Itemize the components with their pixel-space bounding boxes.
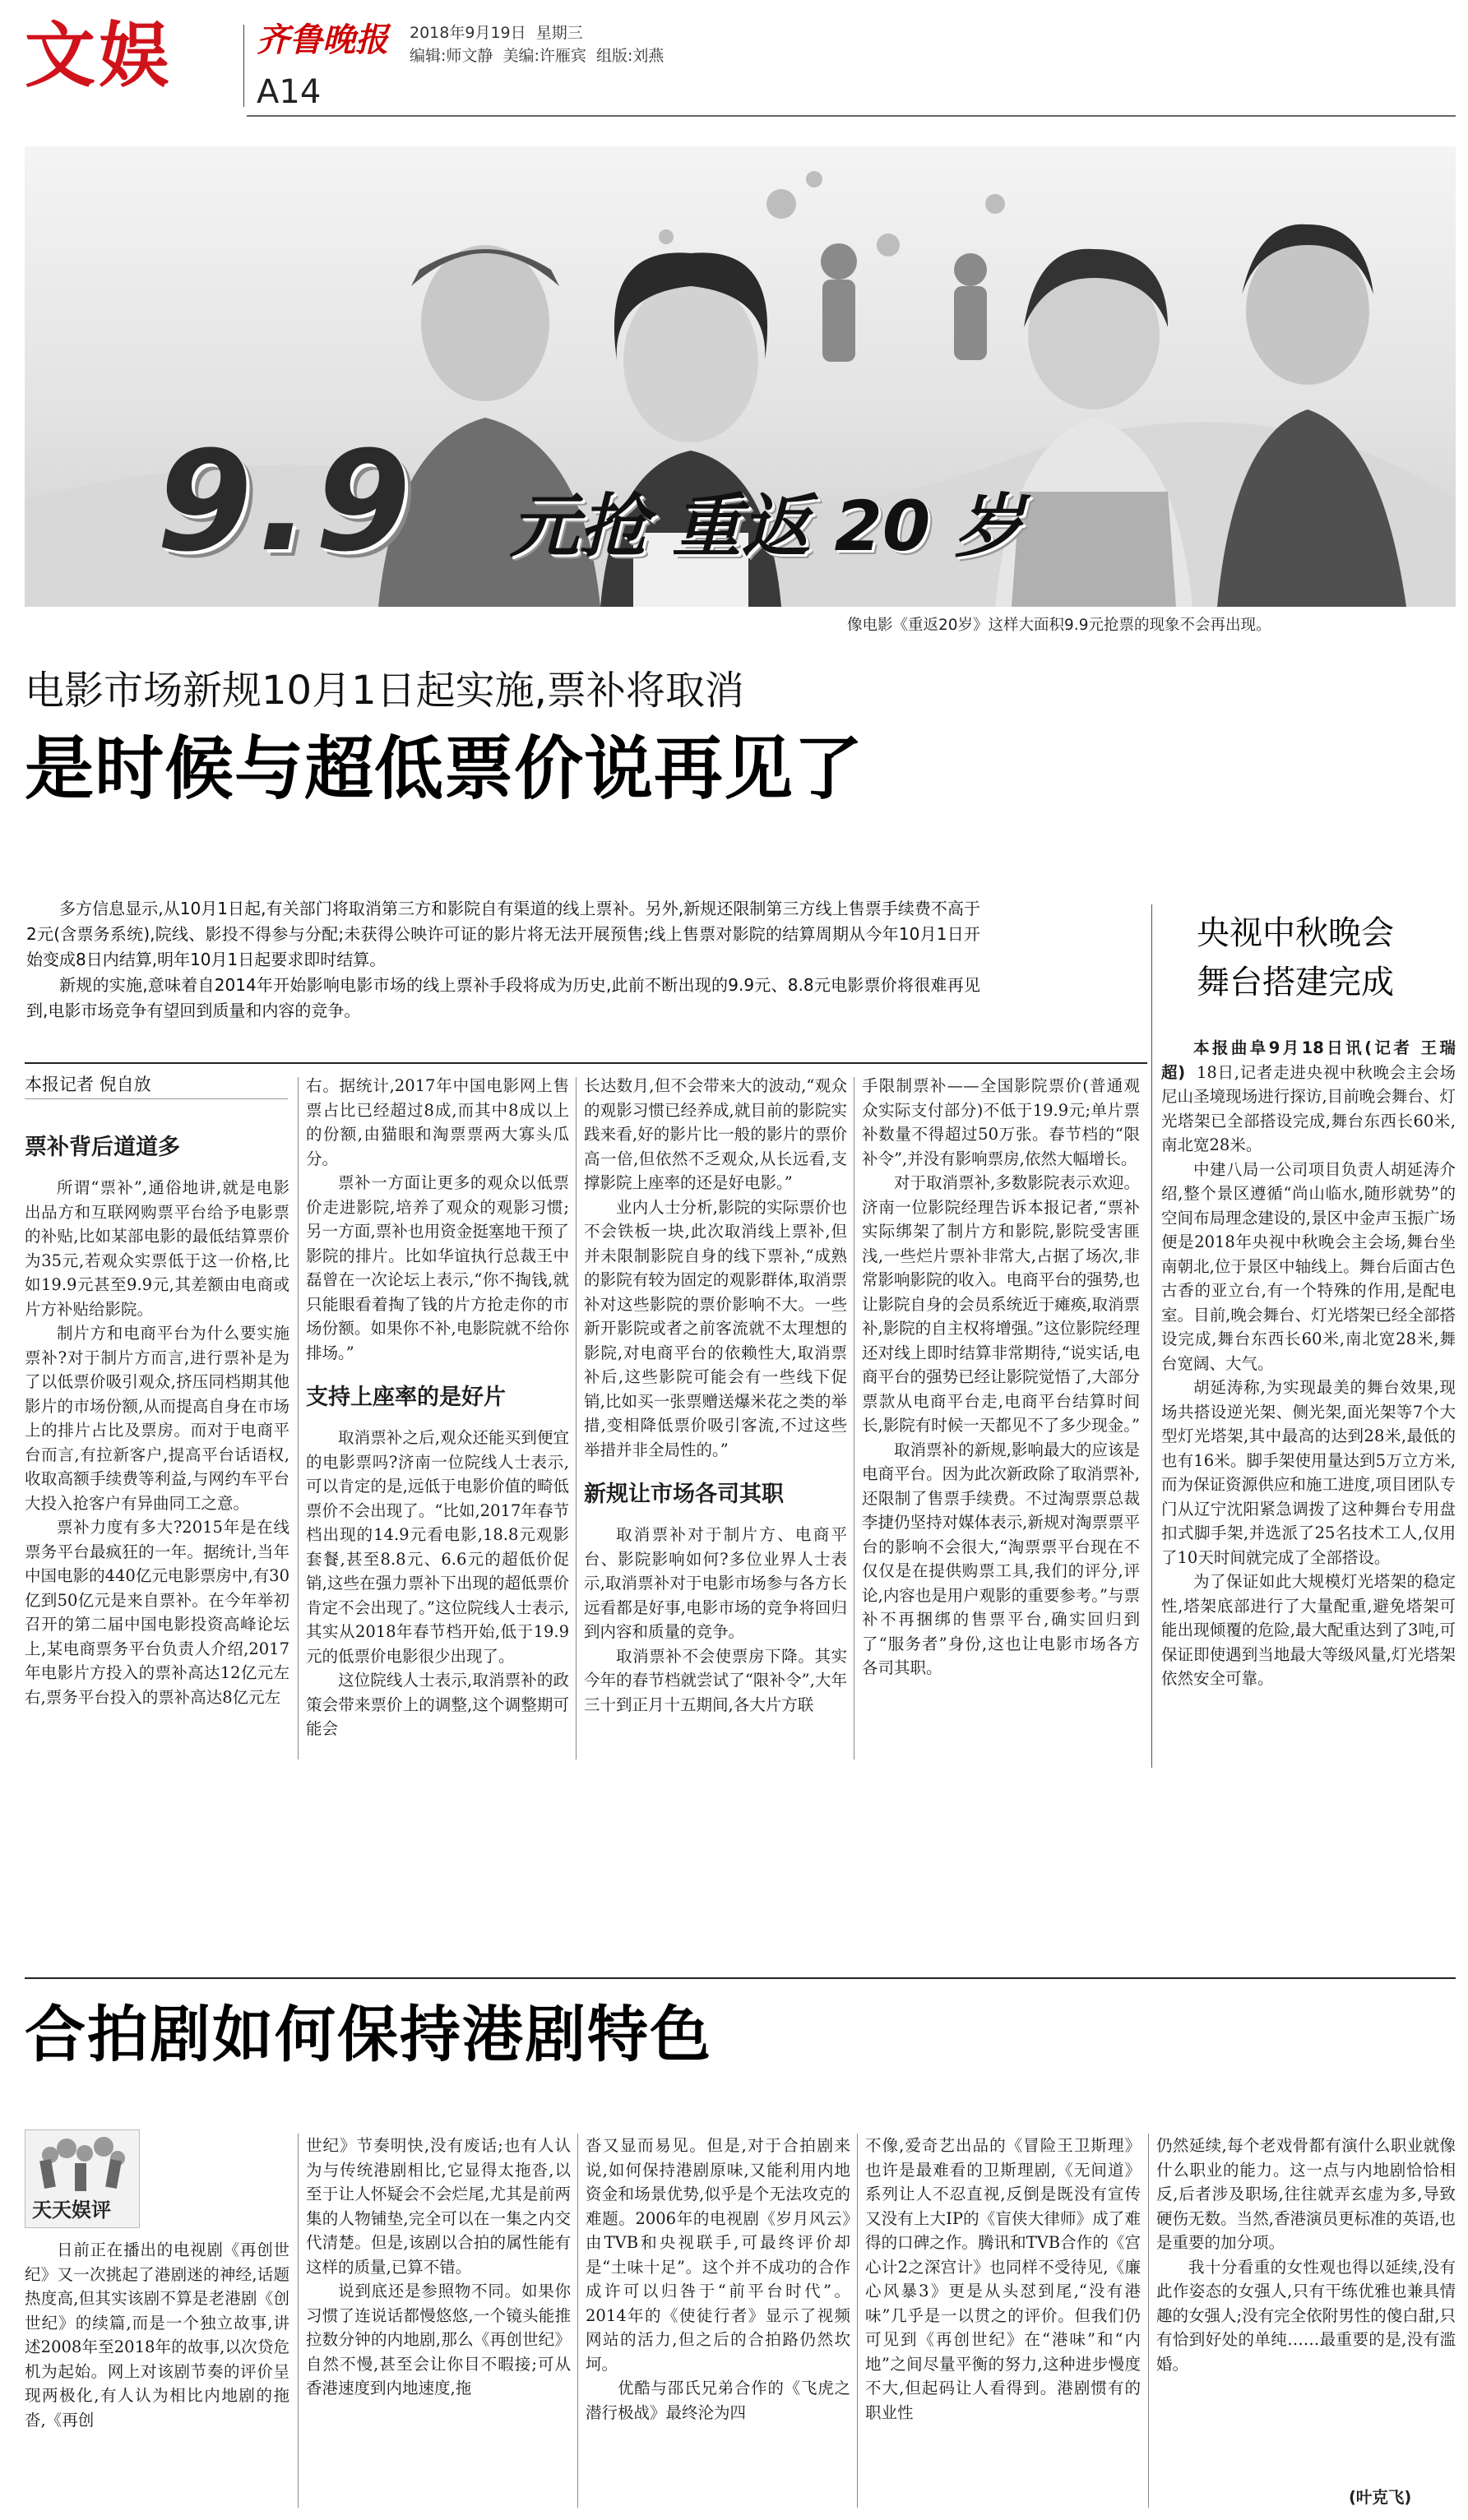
lead-column-4 [862, 1074, 1140, 1764]
lead-summary [26, 896, 980, 1024]
side-first-paragraph: 18日,记者走进央视中秋晚会主会场尼山圣境现场进行探访,目前晚会舞台、灯光塔架已全部搭设完成,舞台东西长60米,南北宽28米。 [1161, 1062, 1456, 1154]
small-figures [821, 243, 987, 362]
body-paragraph: 业内人士分析,影院的实际票价也不会铁板一块,此次取消线上票补,但并未限制影院自身的线下票补,“成熟的影院有较为固定的观影群体,取消票补对这些影院的票价影响不大。一些新开影院或者之前客流就不太理想的影院,对电商平台的依赖性大,取消票补后,这些影院可能会有一些线下促销,比如买一张票赠送爆米花之类的举措,变相降低票价吸引客流,不过这些举措并非全局性的。” [584, 1197, 847, 1459]
review-author: (叶克飞) [1349, 2488, 1412, 2507]
body-paragraph: 我十分看重的女性观也得以延续,没有此作姿态的女强人,只有干练优雅也兼具情趣的女强人;没有完全依附男性的傻白甜,只有恰到好处的单纯……最重要的是,没有滥婚。 [1156, 2257, 1456, 2374]
page-number: A14 [257, 73, 322, 111]
body-paragraph: 所谓“票补”,通俗地讲,就是电影出品方和互联网购票平台给予电影票的补贴,比如某部电影的最低结算票价为35元,若观众实票低于这一价格,比如19.9元甚至9.9元,其差额由电商或片方补贴给影院。 [25, 1178, 289, 1319]
body-paragraph: 说到底还是参照物不同。如果你习惯了连说话都慢悠悠,一个镜头能推拉数分钟的内地剧,那么《再创世纪》自然不慢,甚至会让你目不暇接;可从香港速度到内地速度,拖 [306, 2282, 571, 2397]
side-story-body [1161, 1036, 1456, 1759]
newspaper-logo: 齐鲁晚报 [257, 21, 388, 59]
popcorn-icon [25, 2130, 141, 2196]
side-headline-line-1: 央视中秋晚会 [1197, 914, 1394, 952]
body-paragraph: 沓又显而易见。但是,对于合拍剧来说,如何保持港剧原味,又能利用内地资金和场景优势,似乎是个无法攻克的难题。2006年的电视剧《岁月风云》由TVB和央视联手,可最终评价却是“土味十足”。这个并不成功的合作成许可以归咎于“前平台时代”。2014年的《使徒行者》显示了视频网站的活力,但之后的合拍路仍然坎坷。 [586, 2136, 850, 2374]
body-paragraph: 票补力度有多大?2015年是在线票务平台最疯狂的一年。据统计,当年中国电影的440亿元电影票房中,有30亿到50亿元是来自票补。在今年举初召开的第二届中国电影投资高峰论坛上,某电商票务平台负责人介绍,2017年电影片方投入的票补高达12亿元左右,票务平台投入的票补高达8亿元左 [25, 1518, 289, 1707]
issue-weekday: 星期三 [535, 24, 583, 42]
banner-caption: 像电影《重返20岁》这样大面积9.9元抢票的现象不会再出现。 [847, 617, 1271, 634]
banner-price: 9.9 [156, 421, 416, 582]
review-column-1 [25, 2238, 289, 2509]
body-paragraph: 制片方和电商平台为什么要实施票补?对于制片方而言,进行票补是为了以低票价吸引观众,挤压同档期其他影片的市场份额,从而提高自身在市场上的排片占比及票房。而对于电商平台而言,有拉新客户,提高平台话语权,收取高额手续费等利益,与网约车平台大投入抢客户有异曲同工之意。 [25, 1324, 289, 1513]
summary-paragraph: 新规的实施,意味着自2014年开始影响电影市场的线上票补手段将成为历史,此前不断出现的9.9元、8.8元电影票价将很难再见到,电影市场竞争有望回到质量和内容的竞争。 [26, 975, 980, 1020]
review-column-4 [865, 2134, 1141, 2510]
lead-column-2 [306, 1074, 569, 1764]
body-paragraph: 这位院线人士表示,取消票补的政策会带来票价上的调整,这个调整期可能会 [306, 1671, 569, 1738]
actor-figure-right [1217, 224, 1406, 607]
lead-byline: 本报记者 倪自放 [25, 1075, 151, 1094]
subhead-good-films: 支持上座率的是好片 [306, 1385, 506, 1410]
body-paragraph: 日前正在播出的电视剧《再创世纪》又一次挑起了港剧迷的神经,话题热度高,但其实该剧不算是老港剧《创世纪》的续篇,而是一个独立故事,讲述2008年至2018年的故事,以次贷危机为起始。网上对该剧节奏的评价呈现两极化,有人认为相比内地剧的拖沓,《再创 [25, 2240, 289, 2430]
body-paragraph: 取消票补之后,观众还能买到便宜的电影票吗?济南一位院线人士表示,可以肯定的是,远低于电影价值的畸低票价不会出现了。“比如,2017年春节档出现的14.9元看电影,18.8元观影套餐,甚至8.8元、6.6元的超低价促销,这些在强力票补下出现的超低票价肯定不会出现了。”这位院线人士表示,其实从2018年春节档开始,低于19.9元的低票价电影很少出现了。 [306, 1428, 569, 1666]
review-logo-text: 天天娱评 [32, 2199, 111, 2222]
art-credit: 美编:许雁宾 [502, 47, 586, 65]
lead-kicker: 电影市场新规10月1日起实施,票补将取消 [25, 668, 744, 714]
body-paragraph: 世纪》节奏明快,没有废话;也有人认为与传统港剧相比,它显得太拖沓,以至于让人怀疑会不会烂尾,尤其是前两集的人物铺垫,完全可以在一集之内交代清楚。但是,该剧以合拍的属性能有这样的质量,已算不错。 [306, 2136, 571, 2277]
body-paragraph: 中建八局一公司项目负责人胡延涛介绍,整个景区遵循“尚山临水,随形就势”的空间布局理念建设的,景区中金声玉振广场便是2018年央视中秋晚会主会场,舞台坐南朝北,位于景区中轴线上。舞台后面古色古香的亚立台,有一个特殊的作用,是配电室。目前,晚会舞台、灯光塔架已经全部搭设完成,舞台东西长60米,南北宽28米,舞台宽阔、大气。 [1161, 1159, 1456, 1373]
review-column-logo [25, 2129, 140, 2228]
side-headline-line-2: 舞台搭建完成 [1197, 964, 1394, 1001]
body-paragraph: 对于取消票补,多数影院表示欢迎。济南一位影院经理告诉本报记者,“票补实际绑架了制片方和影院,影院受害匪浅,一些烂片票补非常大,占据了场次,非常影响影院的收入。电商平台的强势,也让影院自身的会员系统近于瘫痪,取消票补,影院的自主权将增强。”这位影院经理还对线上即时结算非常期待,“说实话,电商平台的强势已经让影院觉悟了,大部分票款从电商平台走,电商平台结算时间长,影院有时候一天都见不了多少现金。” [862, 1173, 1140, 1435]
body-paragraph: 为了保证如此大规模灯光塔架的稳定性,塔架底部进行了大量配重,避免塔架可能出现倾覆的危险,最大配重达到了3吨,可保证即使遇到当地最大等级风量,灯光塔架依然安全可靠。 [1161, 1572, 1456, 1688]
editor-credit: 编辑:师文静 [410, 47, 493, 65]
subhead-new-rules: 新规让市场各司其职 [584, 1482, 784, 1507]
body-paragraph: 手限制票补——全国影院票价(普通观众实际支付部分)不低于19.9元;单片票补数量不得超过50万张。春节档的“限补令”,并没有影响票房,依然大幅增长。 [862, 1076, 1140, 1168]
lead-headline: 是时候与超低票价说再见了 [25, 728, 864, 809]
body-paragraph: 优酷与邵氏兄弟合作的《飞虎之潜行极战》最终沦为四 [586, 2379, 850, 2422]
masthead-info [410, 21, 664, 67]
body-paragraph: 票补一方面让更多的观众以低票价走进影院,培养了观众的观影习惯;另一方面,票补也用资金挺塞地干预了影院的排片。比如华谊执行总裁王中磊曾在一次论坛上表示,“你不掏钱,就只能眼看着掏了钱的片方抢走你的市场份额。如果你不补,电影院就不给你排场。” [306, 1173, 569, 1362]
lead-column-3 [584, 1074, 847, 1764]
lead-column-1 [25, 1131, 289, 1764]
body-paragraph: 长达数月,但不会带来大的波动,“观众的观影习惯已经养成,就目前的影院实践来看,好的影片比一般的影片的票价高一倍,但依然不乏观众,从长远看,支撑影院上座率的还是好电影。” [584, 1076, 847, 1192]
body-paragraph: 右。据统计,2017年中国电影网上售票占比已经超过8成,而其中8成以上的份额,由猫眼和淘票票两大寡头瓜分。 [306, 1076, 569, 1168]
review-column-3 [586, 2134, 850, 2510]
body-paragraph: 仍然延续,每个老戏骨都有演什么职业就像什么职业的能力。这一点与内地剧恰恰相反,后者涉及职场,往往就弄玄虚为多,导致硬伤无数。当然,香港演员更标准的英语,也是重要的加分项。 [1156, 2136, 1456, 2252]
body-paragraph: 取消票补对于制片方、电商平台、影院影响如何?多位业界人士表示,取消票补对于电影市场参与各方长远看都是好事,电影市场的竞争将回归到内容和质量的竞争。 [584, 1525, 847, 1641]
layout-credit: 组版:刘燕 [596, 47, 665, 65]
review-headline: 合拍剧如何保持港剧特色 [25, 2000, 712, 2070]
body-paragraph: 取消票补不会使票房下降。其实今年的春节档就尝试了“限补令”,大年三十到正月十五期间,各大片方联 [584, 1646, 847, 1714]
issue-date: 2018年9月19日 [410, 24, 526, 42]
side-headline [1197, 909, 1394, 1007]
review-column-2 [306, 2134, 571, 2510]
body-paragraph: 胡延涛称,为实现最美的舞台效果,现场共搭设逆光架、侧光架,面光架等7个大型灯光塔架,其中最高的达到28米,最低的也有16米。脚手架使用量达到5万立方米,而为保证资源供应和施工进度,项目团队专门从辽宁沈阳紧急调拨了这种舞台专用盘扣式脚手架,并选派了25名技术工人,仅用了10天时间就完成了全部搭设。 [1161, 1378, 1456, 1567]
side-dateline [1161, 1036, 1456, 1158]
subhead-ticket-subsidy: 票补背后道道多 [25, 1135, 180, 1160]
body-paragraph: 取消票补的新规,影响最大的应该是电商平台。因为此次新政除了取消票补,还限制了售票手续费。不过淘票票总裁李捷仍坚持对媒体表示,新规对淘票票平台的影响不会很大,“淘票票平台现在不仅仅是在提供购票工具,我们的评分,评论,内容也是用户观影的重要参考。”与票补不再捆绑的售票平台,确实回归到了“服务者”身份,这也让电影市场各方各司其职。 [862, 1440, 1140, 1677]
review-column-5 [1156, 2134, 1456, 2487]
banner-slogan: 元抢 重返 20 岁 [510, 486, 1024, 566]
section-title: 文娱 [25, 15, 173, 97]
body-paragraph: 不像,爱奇艺出品的《冒险王卫斯理》也许是最难看的卫斯理剧,《无间道》系列让人不忍直视,反倒是既没有宣传又没有上大IP的《盲侠大律师》成了难得的口碑之作。腾讯和TVB合作的《宫心计2之深宫计》也同样不受待见,《廉心风暴3》更是从头怼到尾,“没有港味”几乎是一以贯之的评价。但我们仍可见到《再创世纪》在“港味”和“内地”之间尽量平衡的努力,这种进步慢度不大,但起码让人看得到。港剧惯有的职业性 [865, 2136, 1141, 2422]
summary-paragraph: 多方信息显示,从10月1日起,有关部门将取消第三方和影院自有渠道的线上票补。另外,新规还限制第三方线上售票手续费不高于2元(含票务系统),院线、影投不得参与分配;未获得公映许可证的影片将无法开展预售;线上售票对影院的结算周期从今年10月1日开始变成8日内结算,明年10月1日起要求即时结算。 [26, 899, 980, 969]
side-dateline-text: 本报曲阜9月18日讯(记者 王瑞超) [1161, 1038, 1456, 1082]
